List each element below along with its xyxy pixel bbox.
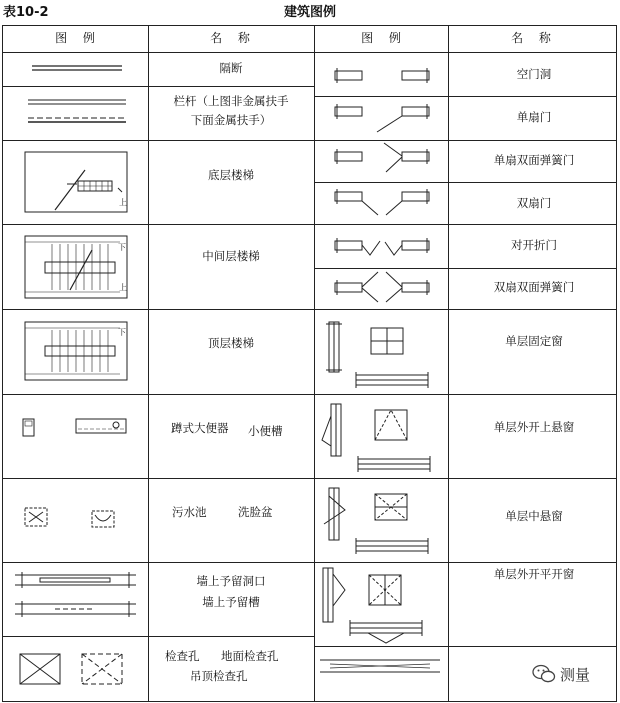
row-name-bifold-door: 对开折门 <box>511 238 557 252</box>
header-name-left: 名 称 <box>210 31 256 45</box>
row-name-top-hung-window: 单层外开上悬窗 <box>493 420 575 434</box>
row-name-casement-window: 单层外开平开窗 <box>493 567 575 581</box>
row-name-double-swing-door: 双扇双面弹簧门 <box>493 280 575 294</box>
watermark <box>532 661 590 687</box>
svg-text:上: 上 <box>119 283 127 292</box>
wechat-icon <box>532 664 556 684</box>
row-name-middle-stair: 中间层楼梯 <box>202 249 260 263</box>
row-name-railing-2: 下面金属扶手） <box>190 113 272 127</box>
row-name-ceiling-inspection: 吊顶检查孔 <box>190 669 248 683</box>
header-name-right: 名 称 <box>511 31 557 45</box>
top-hung-window-icon <box>322 404 430 472</box>
header-legend-right: 图 例 <box>361 31 407 45</box>
empty-doorway-icon <box>335 68 429 83</box>
row-name-partition: 隔断 <box>219 61 243 75</box>
row-name-fixed-window: 单层固定窗 <box>505 334 563 348</box>
bifold-door-icon <box>335 238 429 255</box>
row-name-ground-stair: 底层楼梯 <box>208 168 254 182</box>
wall-segment-icon <box>320 660 440 672</box>
row-name-urinal-trough: 小便槽 <box>248 424 283 438</box>
header-legend-left: 图 例 <box>55 31 101 45</box>
casement-window-icon <box>323 568 422 643</box>
svg-text:下: 下 <box>118 328 126 337</box>
svg-text:下: 下 <box>118 243 126 252</box>
watermark-text: 测量 <box>560 665 591 684</box>
row-name-empty-doorway: 空门洞 <box>516 67 552 81</box>
double-double-swing-door-icon <box>335 272 429 302</box>
single-double-swing-door-icon <box>335 143 429 172</box>
svg-text:上: 上 <box>119 198 127 207</box>
row-name-wall-groove: 墙上予留槽 <box>202 595 260 609</box>
row-name-inspection-hole: 检查孔 <box>165 649 200 663</box>
row-name-squat-toilet: 蹲式大便器 <box>171 421 229 435</box>
table-title: 建筑图例 <box>283 5 337 20</box>
row-name-double-door: 双扇门 <box>516 196 552 210</box>
row-name-top-stair: 顶层楼梯 <box>208 336 254 350</box>
row-name-floor-inspection: 地面检查孔 <box>221 649 279 663</box>
fixed-window-icon <box>326 322 428 388</box>
row-name-single-door: 单扇门 <box>516 110 552 124</box>
table-number: 表10-2 <box>3 5 49 20</box>
row-name-single-swing-door: 单扇双面弹簧门 <box>493 153 575 167</box>
double-door-icon <box>335 189 429 215</box>
single-door-icon <box>335 104 429 132</box>
row-name-mop-sink: 污水池 <box>172 505 207 519</box>
row-name-wall-opening: 墙上予留洞口 <box>196 574 266 588</box>
center-pivot-window-icon <box>324 488 428 554</box>
row-name-washbasin: 洗脸盆 <box>238 505 273 519</box>
row-name-center-pivot-window: 单层中悬窗 <box>505 509 563 523</box>
row-name-railing: 栏杆（上图非金属扶手 <box>173 94 289 108</box>
